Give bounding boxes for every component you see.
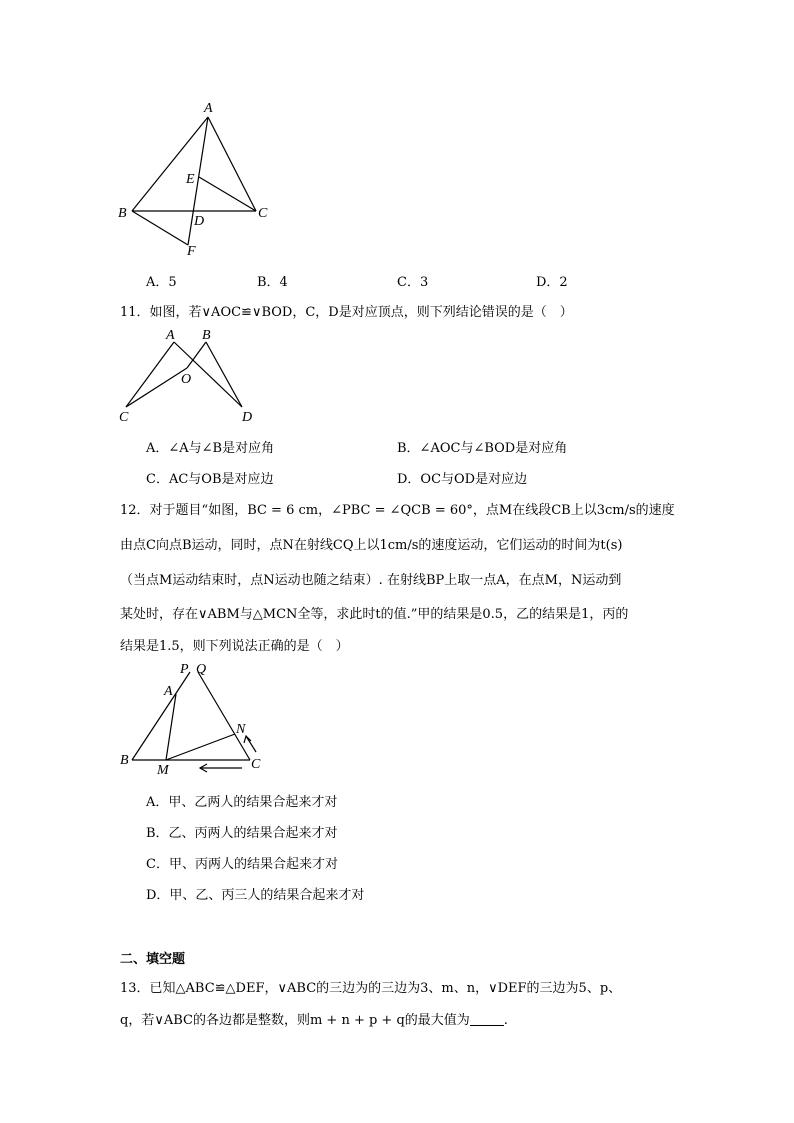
label-C: C xyxy=(258,206,268,221)
label-B: B xyxy=(120,753,129,768)
q12-option-d: D．甲、乙、丙三人的结果合起来才对 xyxy=(146,888,365,903)
q13-line-2-end: . xyxy=(503,1013,508,1028)
q12-line-2: 由点C向点B运动，同时，点N在射线CQ上以1cm/s的速度运动，它们运动的时间为t(s) xyxy=(120,538,623,553)
label-Q: Q xyxy=(196,662,207,677)
figure-q11 xyxy=(110,322,270,427)
label-D: D xyxy=(194,214,205,229)
q12-option-b: B．乙、丙两人的结果合起来才对 xyxy=(146,826,338,841)
label-B: B xyxy=(202,328,211,343)
q11-option-b: B．∠AOC与∠BOD是对应角 xyxy=(397,441,568,456)
q11-stem: 11．如图，若∨AOC≌∨BOD，C，D是对应顶点，则下列结论错误的是（ ） xyxy=(120,305,573,320)
segment-AB xyxy=(132,117,208,211)
q12-line-5: 结果是1.5，则下列说法正确的是（ ） xyxy=(120,639,349,654)
label-N: N xyxy=(236,722,246,737)
label-A: A xyxy=(164,684,173,699)
label-O: O xyxy=(181,372,192,387)
label-B: B xyxy=(118,206,127,221)
figure-q12 xyxy=(110,658,280,778)
q10-option-a: A．5 xyxy=(146,275,177,290)
q10-option-b: B．4 xyxy=(257,275,288,290)
q12-option-c: C．甲、丙两人的结果合起来才对 xyxy=(146,857,338,872)
q12-line-1: 12．对于题目“如图，BC = 6 cm，∠PBC = ∠QCB = 60°，点M在线段CB上以3cm/s的速度 xyxy=(120,503,675,518)
segment-AC xyxy=(126,342,174,407)
ray-BP xyxy=(132,672,190,760)
q11-option-a: A．∠A与∠B是对应角 xyxy=(146,441,275,456)
segment-OC xyxy=(126,368,187,407)
q12-option-a: A．甲、乙两人的结果合起来才对 xyxy=(146,795,338,810)
label-E: E xyxy=(186,172,195,187)
q12-line-3: （当点M运动结束时，点N运动也随之结束）. 在射线BP上取一点A，在点M，N运动到 xyxy=(120,573,622,588)
arrow-c-to-q xyxy=(246,736,256,752)
q11-option-d: D．OC与OD是对应边 xyxy=(397,472,528,487)
q12-line-4: 某处时，存在∨ABM与△MCN全等，求此时t的值.”甲的结果是0.5，乙的结果是1，丙的 xyxy=(120,607,629,622)
q10-option-d: D．2 xyxy=(536,275,568,290)
segment-BD xyxy=(206,342,242,407)
q13-line-1: 13．已知△ABC≌△DEF，∨ABC的三边为的三边为3、m、n，∨DEF的三边为5、p、 xyxy=(120,981,622,996)
label-D: D xyxy=(242,410,253,425)
label-P: P xyxy=(180,662,189,677)
label-C: C xyxy=(119,410,129,425)
label-A: A xyxy=(166,328,175,343)
ray-CQ xyxy=(198,672,250,760)
figure-q10 xyxy=(110,95,290,260)
label-M: M xyxy=(157,763,169,778)
q10-option-c: C．3 xyxy=(397,275,429,290)
segment-AM xyxy=(166,694,176,760)
answer-blank[interactable] xyxy=(470,1013,504,1026)
segment-MN xyxy=(166,734,235,760)
q13-line-2 xyxy=(120,1009,508,1028)
label-A: A xyxy=(204,101,213,116)
segment-BF xyxy=(132,211,188,245)
q11-option-c: C．AC与OB是对应边 xyxy=(146,472,274,487)
label-C: C xyxy=(251,757,261,772)
q13-line-2-text: q，若∨ABC的各边都是整数，则m + n + p + q的最大值为 xyxy=(120,1013,470,1028)
label-F: F xyxy=(187,244,196,259)
section-title: 二、填空题 xyxy=(120,952,186,967)
